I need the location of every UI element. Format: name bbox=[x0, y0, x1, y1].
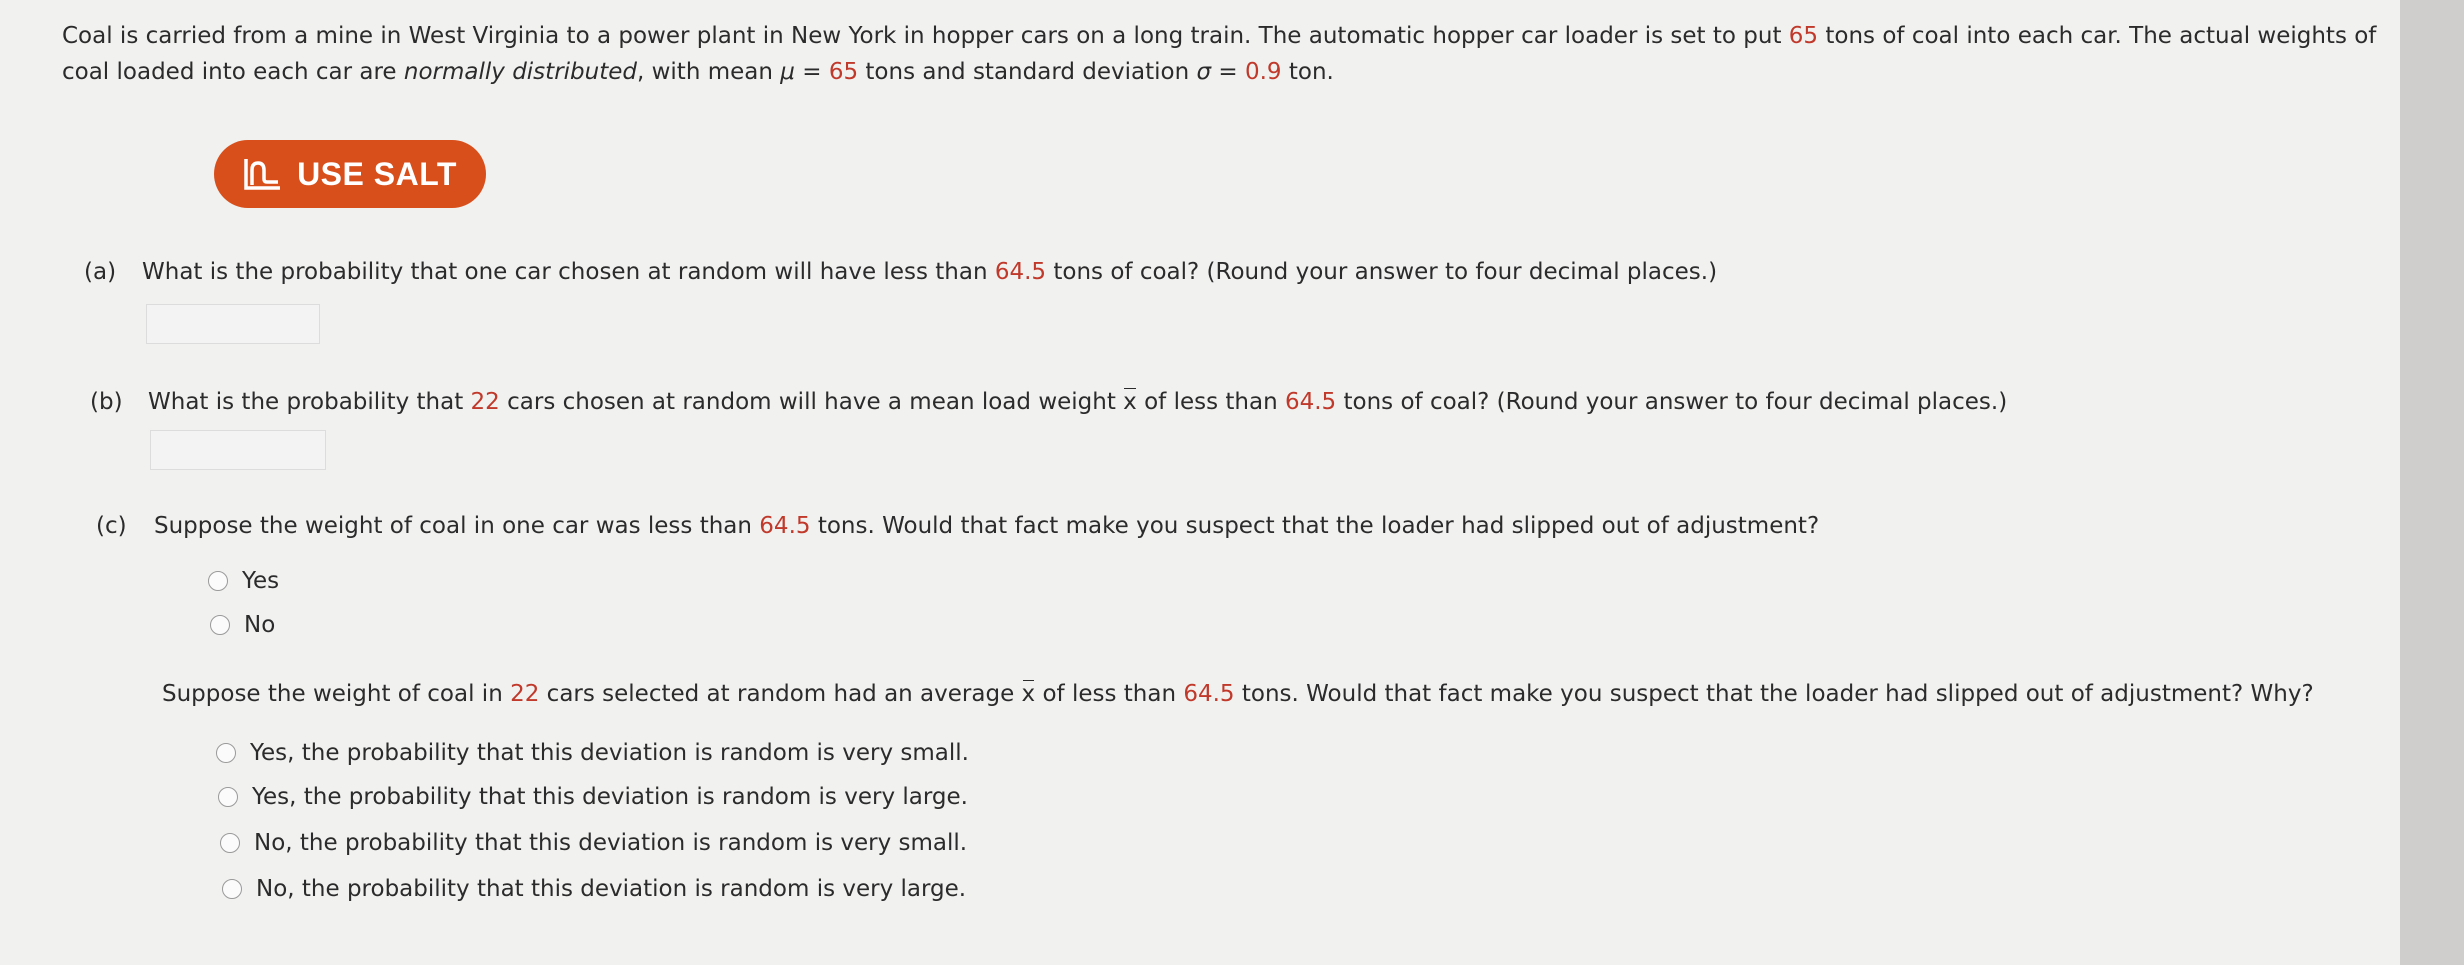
question-c bbox=[96, 510, 1819, 542]
question-d-text-3: of less than bbox=[1035, 681, 1184, 707]
option-d-4[interactable] bbox=[222, 874, 966, 904]
question-d-value: 64.5 bbox=[1183, 681, 1235, 707]
radio-c-yes[interactable] bbox=[208, 571, 228, 591]
question-b bbox=[90, 386, 2007, 418]
radio-d-2[interactable] bbox=[218, 787, 238, 807]
option-d-1[interactable] bbox=[216, 738, 969, 768]
question-b-text-4: tons of coal? (Round your answer to four decimal places.) bbox=[1336, 389, 2008, 415]
use-salt-label: USE SALT bbox=[297, 155, 457, 192]
question-a-letter: (a) bbox=[84, 259, 117, 285]
question-a-text-2: tons of coal? (Round your answer to four decimal places.) bbox=[1046, 259, 1718, 285]
sigma-symbol: σ bbox=[1196, 59, 1212, 85]
answer-a-input[interactable] bbox=[146, 304, 320, 344]
option-c-yes[interactable] bbox=[208, 566, 279, 596]
answer-b-input[interactable] bbox=[150, 430, 326, 470]
intro-text-5: ton. bbox=[1281, 59, 1334, 85]
option-d-4-label: No, the probability that this deviation is random is very large. bbox=[256, 876, 967, 902]
question-b-text-3: of less than bbox=[1136, 389, 1285, 415]
intro-text-4: tons and standard deviation bbox=[858, 59, 1197, 85]
question-b-text-2: cars chosen at random will have a mean load weight bbox=[499, 389, 1124, 415]
option-d-2[interactable] bbox=[218, 782, 968, 812]
option-d-2-label: Yes, the probability that this deviation is random is very large. bbox=[252, 784, 968, 810]
intro-emphasis: normally distributed bbox=[403, 59, 637, 85]
mu-symbol: μ bbox=[780, 59, 795, 85]
question-c-value: 64.5 bbox=[759, 513, 811, 539]
question-b-letter: (b) bbox=[90, 389, 123, 415]
option-c-no-label: No bbox=[244, 612, 276, 638]
option-d-1-label: Yes, the probability that this deviation is random is very small. bbox=[250, 740, 969, 766]
question-c-text-1: Suppose the weight of coal in one car was less than bbox=[154, 513, 760, 539]
target-tons: 65 bbox=[1788, 23, 1819, 49]
option-c-yes-label: Yes bbox=[242, 568, 280, 594]
question-b-xbar: x bbox=[1123, 386, 1137, 418]
question-b-n: 22 bbox=[470, 389, 500, 415]
mean-value: 65 bbox=[828, 59, 859, 85]
question-c-text-2: tons. Would that fact make you suspect that the loader had slipped out of adjustment? bbox=[810, 513, 1820, 539]
window-edge bbox=[2400, 0, 2464, 965]
option-c-no[interactable] bbox=[210, 610, 275, 640]
radio-c-no[interactable] bbox=[210, 615, 230, 635]
option-d-3[interactable] bbox=[220, 828, 967, 858]
question-c-letter: (c) bbox=[96, 513, 127, 539]
question-a-text-1: What is the probability that one car chosen at random will have less than bbox=[142, 259, 995, 285]
question-b-value: 64.5 bbox=[1284, 389, 1337, 415]
intro-text-1: Coal is carried from a mine in West Virginia to a power plant in New York in hopper cars on a long train. The automatic hopper car loader is set to put bbox=[62, 23, 1789, 49]
question-b-text-1: What is the probability that bbox=[148, 389, 471, 415]
question-d-n: 22 bbox=[510, 681, 540, 707]
option-d-3-label: No, the probability that this deviation is random is very small. bbox=[254, 830, 968, 856]
salt-chart-icon bbox=[243, 157, 283, 191]
question-a bbox=[84, 256, 1717, 288]
sd-value: 0.9 bbox=[1244, 59, 1282, 85]
problem-intro bbox=[62, 18, 2392, 90]
intro-eq-1: = bbox=[794, 59, 829, 85]
radio-d-1[interactable] bbox=[216, 743, 236, 763]
question-d-text-1: Suppose the weight of coal in bbox=[162, 681, 511, 707]
question-d bbox=[162, 678, 2314, 710]
radio-d-3[interactable] bbox=[220, 833, 240, 853]
question-d-xbar: x bbox=[1022, 678, 1036, 710]
use-salt-button[interactable] bbox=[214, 140, 486, 208]
radio-d-4[interactable] bbox=[222, 879, 242, 899]
question-a-value: 64.5 bbox=[994, 259, 1047, 285]
intro-eq-2: = bbox=[1211, 59, 1245, 85]
intro-text-2: tons of coal into each car. The actual weights of coal loaded into each car are bbox=[62, 23, 2377, 85]
question-d-text-4: tons. Would that fact make you suspect that the loader had slipped out of adjustment? Why? bbox=[1234, 681, 2314, 707]
intro-text-3: , with mean bbox=[636, 59, 781, 85]
question-d-text-2: cars selected at random had an average bbox=[539, 681, 1022, 707]
